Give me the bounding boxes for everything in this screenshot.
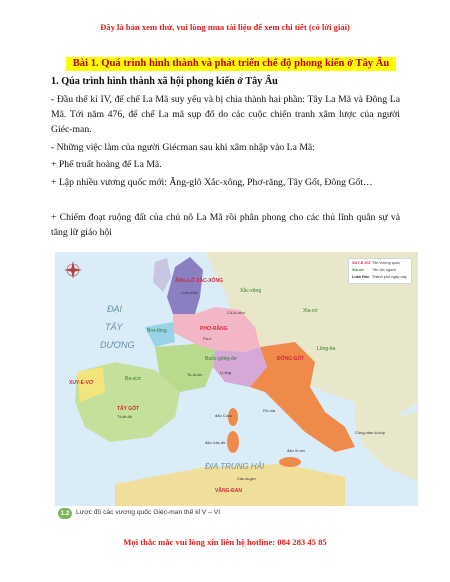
label-corse: đảo Coóc — [215, 413, 233, 418]
legend-row-kingdom: XUY-E-VƠ Tên vương quốc — [352, 261, 401, 265]
paragraph-seize-land: + Chiếm đoạt ruộng đất của chủ nô La Mã rồi phân phong cho các thủ lĩnh quân sự và tăng lữ giáo hội — [51, 212, 400, 238]
paragraph-roman-empire: - Đầu thế kỉ IV, đế chế La Mã suy yếu và bị chia thành hai phần: Tây La Mã và Đông La Mã. Tới năm 476, đế chế La mã sụp đổ do các cuộc chiến tranh xâm lược của người Giéc-man. — [51, 94, 400, 135]
paragraph-new-kingdoms: + Lập nhiều vương quốc mới: Ăng-glô Xắc-xông, Phơ-răng, Tây Gốt, Đông Gốt… — [51, 177, 373, 188]
preview-notice: Đây là bản xem thử, vui lòng mua tài liệu để xem chi tiết (có lời giải) — [100, 22, 350, 32]
map-caption — [55, 506, 418, 522]
label-lombard: Lông-ba — [317, 346, 336, 352]
paragraph-depose-emperor: + Phế truất hoàng đế La Mã. — [51, 159, 162, 170]
label-toulouse: Tu-lu-dơ — [187, 372, 203, 377]
label-visigoth: TÂY GỐT — [117, 406, 140, 412]
label-anglo-saxon: ĂNG-LÔ XẮC-XÔNG — [175, 278, 224, 284]
label-breton: Brơ-tông — [147, 328, 167, 334]
figure-caption: Lược đồ các vương quốc Giéc-man thế kỉ V – VI — [76, 509, 221, 516]
label-burgund: Buốc-gông-đơ — [205, 356, 237, 362]
legend-row-people: Xla-vơ Tên tộc người — [352, 268, 396, 272]
label-basque: Ba-xcơ — [125, 376, 142, 382]
label-carthage: Các-ta-giơ — [237, 476, 256, 481]
ocean-label-1: ĐẠI — [107, 304, 123, 314]
label-sicily: đảo Xi-xin — [287, 448, 305, 453]
label-slav: Xla-vơ — [303, 308, 318, 314]
hotline-notice: Mọi thắc mắc vui lòng xin liên hệ hotline: 084 283 45 85 — [123, 537, 327, 547]
ocean-label-3: DƯƠNG — [100, 340, 135, 350]
label-saxon: Xắc-xông — [240, 288, 262, 294]
paragraph-germanic-actions: - Những việc làm của người Giécman sau khi xâm nhập vào La Mã: — [51, 142, 315, 153]
label-vandal: VĂNG-ĐAN — [215, 488, 242, 494]
label-london: Luân Đôn — [181, 290, 199, 295]
label-constantinople: Công-xtan-ti-nốp — [355, 430, 385, 435]
lesson-title: Bài 1. Quá trình hình thành và phát triển chế độ phong kiến ở Tây Âu — [66, 57, 396, 71]
label-sardinia: đảo Xác-đe — [205, 440, 226, 445]
island-sardinia — [227, 431, 239, 453]
ocean-label-2: TÂY — [105, 322, 123, 332]
label-paris: Pa-ri — [203, 336, 212, 341]
figure-number-badge: 1.2 — [58, 508, 72, 519]
label-toledo: Tô-lê-đô — [117, 414, 132, 419]
label-ostrogoth: ĐÔNG GỐT — [277, 356, 305, 362]
label-suevi: XUY-E-VƠ — [69, 380, 94, 386]
label-cologne: Cô-lô-nhơ — [227, 310, 245, 315]
sea-label: ĐỊA TRUNG HẢI — [205, 462, 265, 471]
label-frank: PHƠ-RĂNG — [200, 326, 228, 332]
section-heading: 1. Qúa trình hình thành xã hội phong kiến ở Tây Âu — [51, 76, 278, 87]
historical-map — [55, 252, 418, 522]
legend-row-city: Luân Đôn Thành phố ngày nay — [352, 275, 407, 279]
label-lyon: Li-ông — [220, 370, 232, 375]
map-graphic — [55, 252, 418, 522]
island-sicily — [279, 457, 301, 467]
label-rome: Rô-ma — [263, 408, 276, 413]
map-legend — [348, 258, 412, 284]
